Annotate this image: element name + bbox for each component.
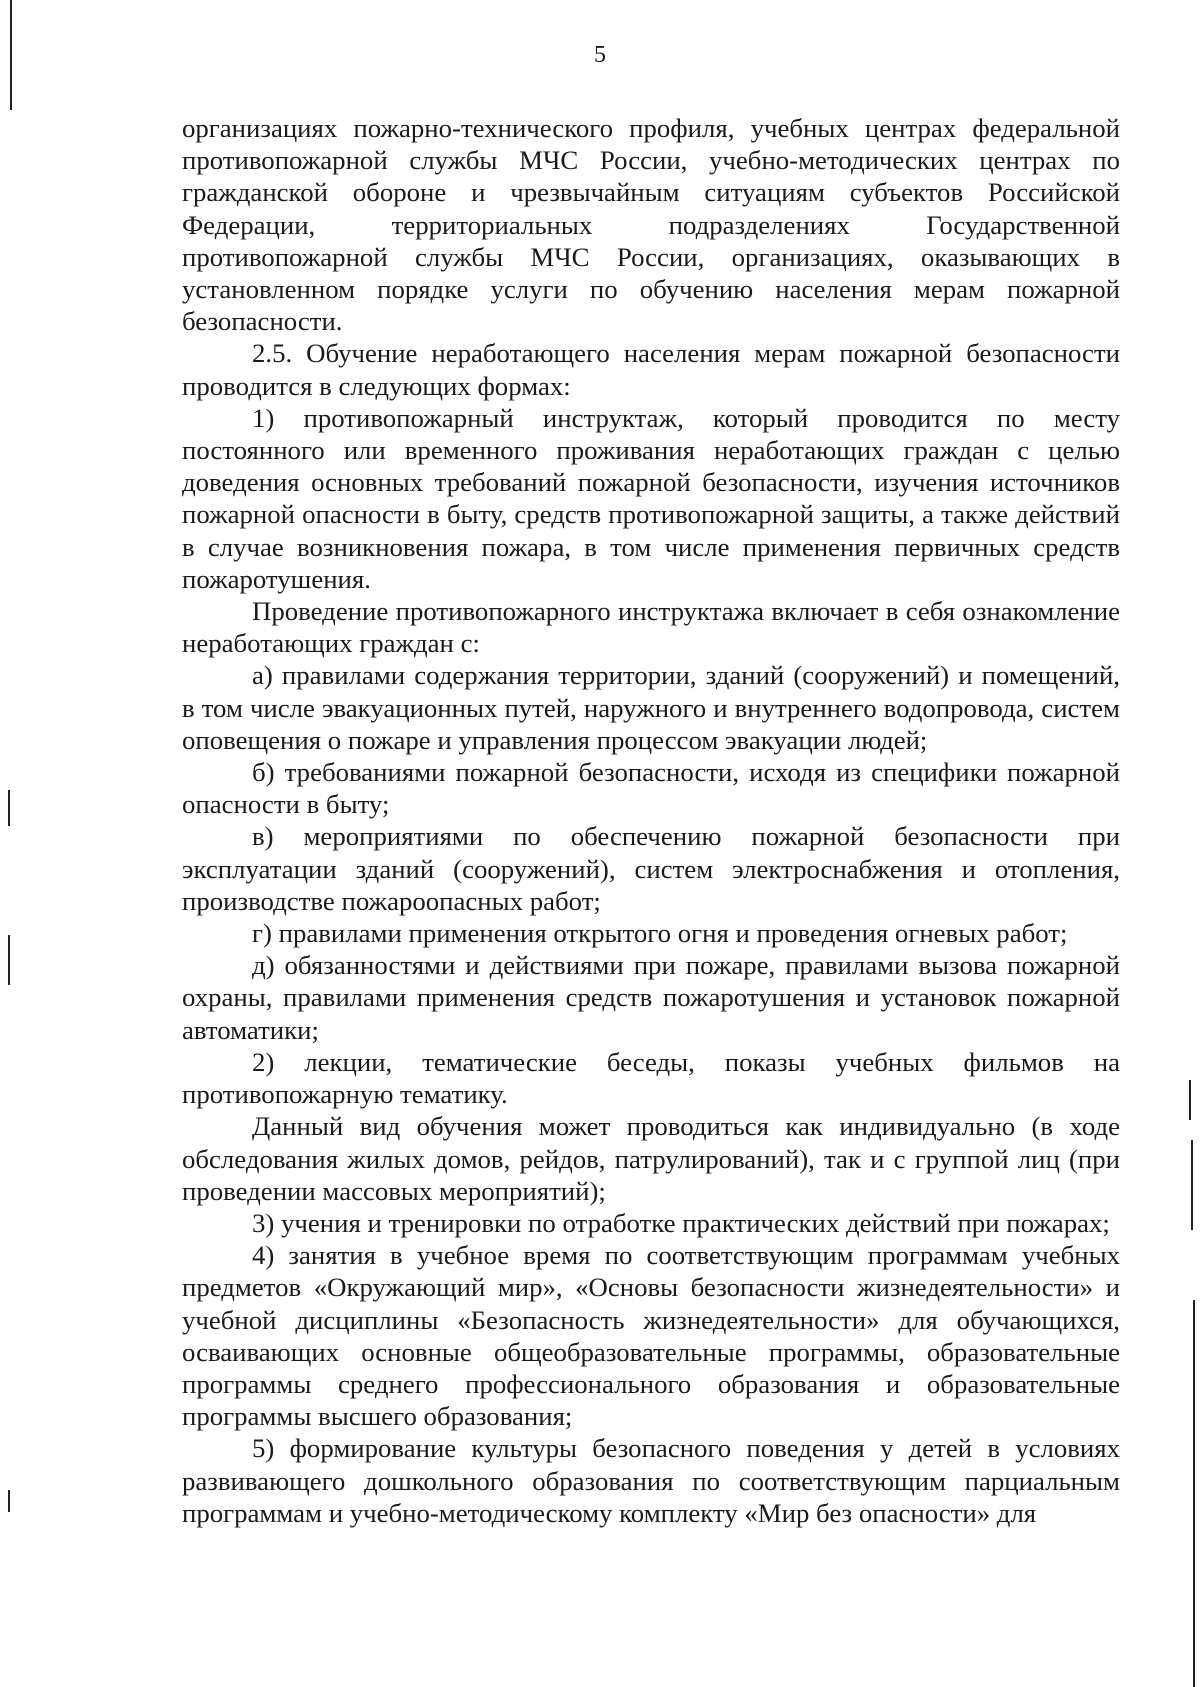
scan-edge-left-3 — [8, 1490, 10, 1512]
sub-item-b: б) требованиями пожарной безопасности, исходя из специфики пожарной опасности в быту; — [182, 757, 1120, 820]
list-item-5: 5) формирование культуры безопасного поведения у детей в условиях развивающего дошкольного образования по соответствующим парциальным программам и учебно-методическому комплекту «Мир без опасности» для — [182, 1433, 1120, 1528]
scan-edge-right-2 — [1191, 1140, 1193, 1230]
scan-edge-left-2 — [8, 935, 10, 985]
list-item-4: 4) занятия в учебное время по соответствующим программам учебных предметов «Окружающий мир», «Основы безопасности жизнедеятельности» и учебной дисциплины «Безопасность жизнедеятельности» для обучающихся, осваивающих основные общеобразовательные программы, образовательные программы среднего профессионального образования и образовательные программы высшего образования; — [182, 1240, 1120, 1432]
sub-item-d: д) обязанностями и действиями при пожаре, правилами вызова пожарной охраны, правилами применения средств пожаротушения и установок пожарной автоматики; — [182, 950, 1120, 1045]
sub-item-v: в) мероприятиями по обеспечению пожарной безопасности при эксплуатации зданий (сооружений), систем электроснабжения и отопления, производстве пожароопасных работ; — [182, 821, 1120, 916]
sub-item-a: а) правилами содержания территории, зданий (сооружений) и помещений, в том числе эвакуационных путей, наружного и внутреннего водопровода, систем оповещения о пожаре и управления процессом эвакуации людей; — [182, 660, 1120, 755]
list-item-3: 3) учения и тренировки по отработке практических действий при пожарах; — [252, 1207, 1110, 1238]
page-number: 5 — [594, 42, 606, 68]
sub-item-g: г) правилами применения открытого огня и проведения огневых работ; — [252, 918, 1068, 949]
scan-edge-left-top — [10, 0, 12, 110]
paragraph-2-5: 2.5. Обучение неработающего населения мерам пожарной безопасности проводится в следующих формах: — [182, 338, 1120, 401]
list-item-2: 2) лекции, тематические беседы, показы учебных фильмов на противопожарную тематику. — [182, 1046, 1120, 1110]
scan-edge-right-1 — [1189, 1080, 1191, 1120]
scan-edge-right-3 — [1193, 1300, 1195, 1687]
list-item-1: 1) противопожарный инструктаж, который проводится по месту постоянного или временного проживания неработающих граждан с целью доведения основных требований пожарной безопасности, изучения источников пожарной опасности в быту, средств противопожарной защиты, а также действий в случае возникновения пожара, в том числе применения первичных средств пожаротушения. — [182, 402, 1120, 594]
paragraph-instruction-content: Проведение противопожарного инструктажа включает в себя ознакомление неработающих граждан с: — [182, 596, 1120, 659]
paragraph-continuation: организациях пожарно-технического профиля, учебных центрах федеральной противопожарной службы МЧС России, учебно-методических центрах по гражданской обороне и чрезвычайным ситуациям субъектов Российской Федерации, территориальных подразделениях Государственной противопожарной службы МЧС России, организациях, оказывающих в установленном порядке услуги по обучению населения мерам пожарной безопасности. — [182, 113, 1120, 337]
document-body — [182, 112, 1120, 1529]
paragraph-training-form: Данный вид обучения может проводиться как индивидуально (в ходе обследования жилых домов, рейдов, патрулирований), так и с группой лиц (при проведении массовых мероприятий); — [182, 1111, 1120, 1206]
scan-edge-left-1 — [8, 790, 10, 826]
